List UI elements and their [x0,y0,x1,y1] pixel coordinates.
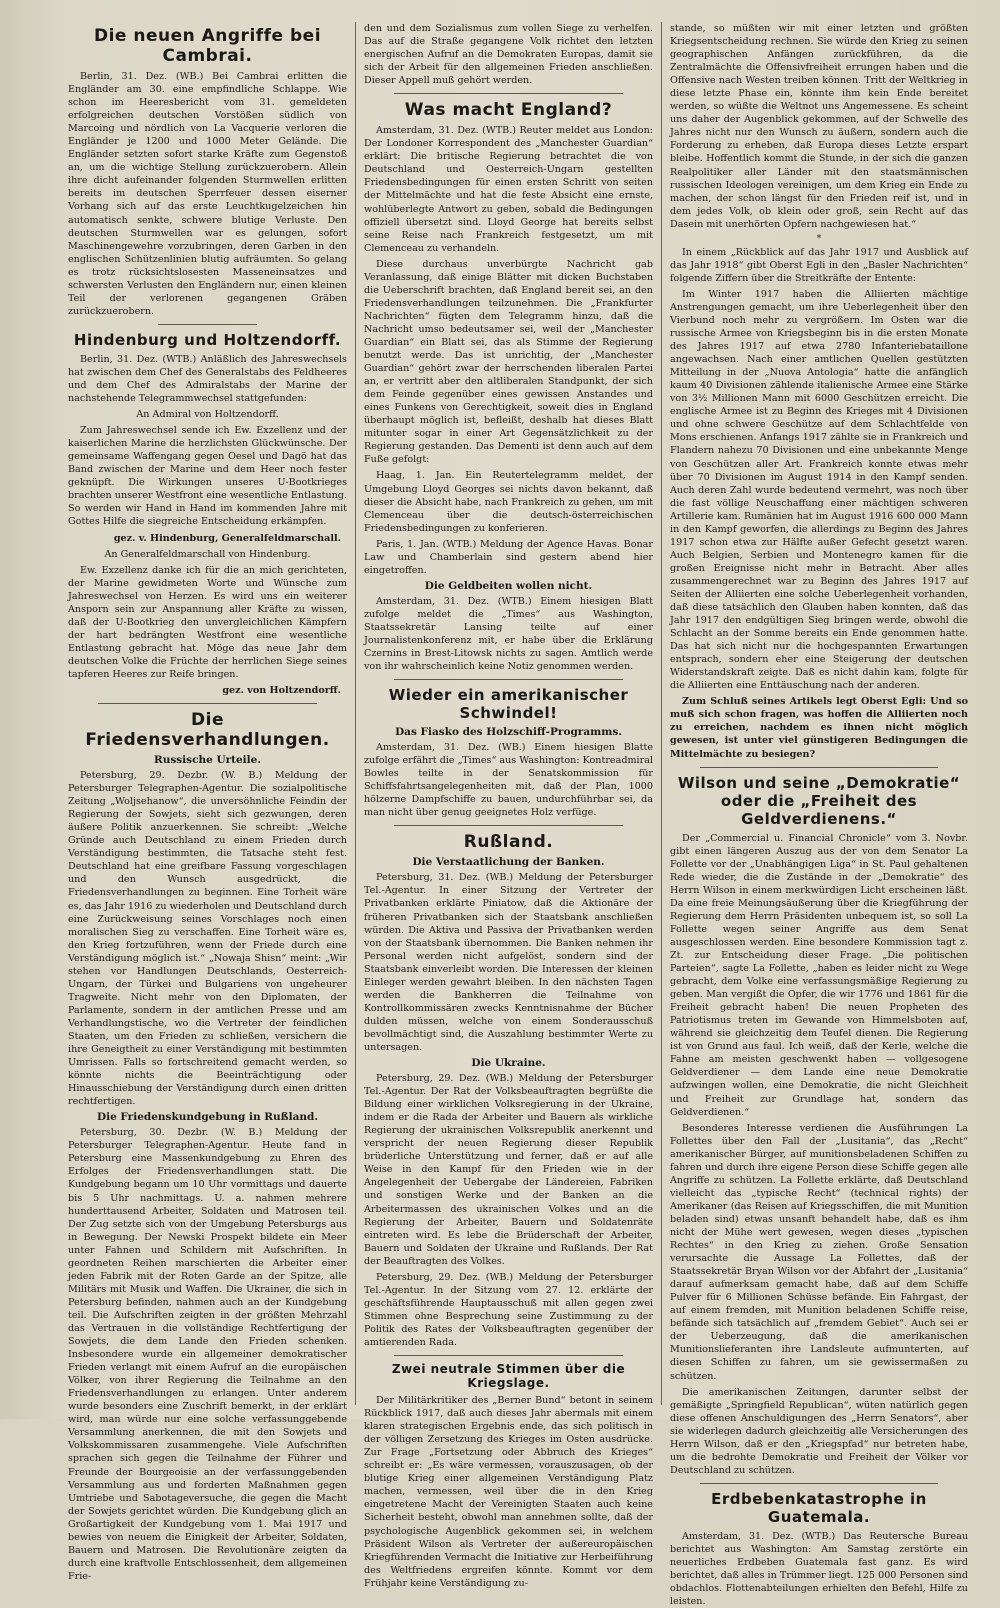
column-middle [356,22,662,1589]
divider [700,767,938,768]
hindenburg-address-1: An Admiral von Holtzendorff. [136,409,279,421]
article-guatemala-text: Amsterdam, 31. Dez. (WTB.) Das Reutersche Bureau berichtet aus Washington: Am Samstag zerstörte ein neuerliches Erdbeben Guatemala fast ganz. Es wird berichtet, daß alles in Trümmer liegt. 125 000 Personen sind obdachlos. Flottenabteilungen erhielten den Befehl, Hilfe zu leisten. [670,1530,968,1608]
headline-hindenburg: Hindenburg und Holtzendorff. [73,330,342,349]
subheading-friedenskundgebung: Die Friedenskundgebung in Rußland. [96,1111,319,1124]
hindenburg-address-2: An Generalfeldmarschall von Hindenburg. [104,548,311,560]
article-russische-urteile-text: Petersburg, 29. Dezbr. (W. B.) Meldung der Petersburger Telegraphen-Agentur. Die sozialpolitische Zeitung „Woljsehanow“, die unversöhnliche Feindin der Regierung der Sowjets, sieht sich gezwungen, deren äußere Politik anzuerkennen. Sie schreibt: „Welche Gründe auch Deutschland zu einem Frieden durch Verständigung bestimmten, die Tatsache steht fest. Deutschland hat eine greifbare Fassung vorgeschlagen und den Wunsch ausgedrückt, die Friedensverhandlungen zu beginnen. Eine Torheit wäre es, das Jahr 1916 zu wiederholen und Deutschland durch eine Zurückweisung seines Vorschlages noch einen moralischen Sieg zu verschaffen. Eine Torheit wäre es, den Krieg fortzuführen, wenn der Friede durch eine Verständigung möglich ist.“ „Nowaja Shisn“ meint: „Wir stehen vor Handlungen Deutschlands, Oesterreich-Ungarn, der Türkei und Bulgariens von ungeheurer Tragweite. Nicht mehr von den Diplomaten, der Parlamente, sondern in der amtlichen Presse und am Verhandlungstische, wo die Vertreter der feindlichen Staaten, um den Frieden zu schließen, versichern die ihre Geneigtheit zu einer Verständigung mit bestimmten Umrissen. Falls so fortschreitend gemacht werden, so könnte nichts die Beeinträchtigung oder Hinausschiebung der Verständigung durch einen dritten rechtfertigen. [68,770,347,1108]
column-right [662,22,976,1608]
divider [98,703,317,704]
holtzendorff-telegram: Ew. Exzellenz danke ich für die an mich gerichteten, der Marine gewidmeten Worte und Wünsche zum Jahreswechsel von Herzen. Es wird uns ein weiterer Ansporn sein zur Anspannung aller Kräfte zu wissen, daß der U-Bootkrieg den unvergleichlichen Kämpfern der hart bedrängten Westfront eine wesentliche Entlastung gebracht hat. Möge das neue Jahr dem deutschen Volke die Früchte der herrlichen Siege seines tapferen Heeres zur Reife bringen. [68,564,347,680]
article-wilson-text-1: Der „Commercial u. Financial Chronicle“ vom 3. Novbr. gibt einen längeren Auszug aus der von dem Senator La Follette vor der „Unabhängigen Liga“ in St. Paul gehaltenen Rede wieder, die die Zustände in der „Demokratie“ des Herrn Wilson in einem merkwürdigen Licht erscheinen läßt. Da eine freie Meinungsäußerung über die Kriegführung der Regierung dem Herrn Präsidenten unbequem ist, so soll La Follette wegen seiner Angriffe aus dem Senat ausgeschlossen werden. Eine besondere Kommission tagt z. Zt. zur Entscheidung dieser Frage. „Die politischen Parteien“, sagte La Follette, „haben es leider nicht zu Wege gebracht, dem Volke eine verfassungsmäßige Regierung zu geben. Man vergißt die Opfer, die wir 1776 und 1861 für die Freiheit gebracht haben! Die neuen Propheten des Patriotismus treten im Gewande von Himmelsboten auf, während sie gleichzeitig dem Teufel dienen. Die Regierung ist von Grund aus faul. Ich weiß, daß der Kerle, welche die Fahne am meisten geschwenkt haben — vollgesogene Geldverdiener — dem Lande eine neue Demokratie aufzwingen wollen, eine Demokratie, die nicht Gleichheit und Freiheit zur Grundlage hat, sondern das Geldverdienen.“ [670,832,968,1118]
england-comment: Diese durchaus unverbürgte Nachricht gab Veranlassung, daß einige Blätter mit dicken Buchstaben die Ueberschrift brachten, daß England bereit sei, an den Friedensverhandlungen teilzunehmen. Die „Frankfurter Nachrichten“ fügten dem Telegramm hinzu, daß die Nachricht umso bedeutsamer sei, weil der „Manchester Guardian“ ein Blatt sei, das als Stimme der Regierung benutzt werde. Das ist unrichtig, der „Manchester Guardian“ gehört zwar der herrschenden liberalen Partei an, er vertritt aber den altliberalen Standpunkt, der sich dem Feinde gegenüber eines gewissen Anstandes und eines Funkens von Gerechtigkeit, soweit dies in England überhaupt möglich ist, befleißt, deshalb hat dieses Blatt mitunter sogar in einer Art Gegensätzlichkeit zu der Regierung gestanden. Das Dementi ist denn auch auf dem Fuße gefolgt: [364,258,653,466]
egli-intro: In einem „Rückblick auf das Jahr 1917 und Ausblick auf das Jahr 1918“ gibt Oberst Egli in den „Basler Nachrichten“ folgende Ziffern über die Streitkräfte der Entente: [670,246,968,284]
headline-russland: Rußland. [463,832,554,853]
continued-text: stande, so müßten wir mit einer letzten und größten Kriegsentscheidung rechnen. Sie würde den Krieg zu seinen geographischen Anfängen zurückführen, da die Zentralmächte die Offensivfreiheit errungen haben und die Offensive nach Westen treiben können. Tritt der Weltkrieg in diese letzte Phase ein, könnte ihm kein Ende bereitet werden, so wüßte die Weltnot uns Angemessene. Es scheint uns daher der Augenblick gekommen, auf der Schwelle des Jahres nicht nur den Wunsch zu äußern, sondern auch die Forderung zu erheben, daß Europa dieses Letzte erspart bleibe. Hoffentlich kommt die Stunde, in der sich die ganzen Realpolitiker aller Länder mit den staatsmännischen russischen Ideologen vereinigen, um dem Krieg ein Ende zu machen, der schon längst für den Frieden reif ist, und in dem jedes Volk, ob klein oder groß, sein Recht auf das Dasein mit unerhörten Opfern nachgewiesen hat.“ [670,23,968,230]
headline-cambrai: Die neuen Angriffe bei Cambrai. [93,26,322,66]
article-neutrale-stimmen-text: Der Militärkritiker des „Berner Bund“ betont in seinem Rückblick 1917, daß auch dieses Jahr abermals mit einem klaren strategischen Ergebnis ende, das sich politisch in der völligen Zersetzung des Krieges im Osten ausdrücke. Zur Frage „Fortsetzung oder Abbruch des Krieges“ schreibt er: „Es wäre vermessen, vorauszusagen, ob der blutige Krieg einer allgemeinen Verständigung Platz machen, vermessen, weil über die in den Krieg eingetretene Macht der Vereinigten Staaten auch keine Sicherheit besteht, obwohl man annehmen sollte, daß der psychologische Augenblick gekommen sei, in welchem Präsident Wilson als Vertreter der außereuropäischen Kriegführenden Vermacht die Initiative zur Herbeiführung des Weltfriedens ergreifen könnte. Kommt vor dem Frühjahr keine Verständigung zu- [364,1395,653,1589]
england-amsterdam: Amsterdam, 31. Dez. (WTB.) Einem hiesigen Blatt zufolge meldet die „Times“ aus Washington, Staatssekretär Lansing teilte auf einer Journalistenkonferenz mit, er habe über die Erklärung Czernins in Brest-Litowsk nichts zu sagen. Amtlich werde von ihr wahrscheinlich keine Notiz genommen werden. [364,595,653,673]
hindenburg-intro: Berlin, 31. Dez. (WTB.) Anläßlich des Jahreswechsels hat zwischen dem Chef des Generalstabs des Feldheeres und dem Chef des Admiralstabs der Marine der nachstehende Telegrammwechsel stattgefunden: [68,353,347,405]
continued-text: den und dem Sozialismus zum vollen Siege zu verhelfen. Das auf die Straße gegangene Volk richtet den letzten energischen Aufruf an die Demokraten Europas, damit sie sich der Arbeit für den allgemeinen Frieden anschließen. Dieser Appell muß gehört werden. [364,23,653,87]
article-friedenskundgebung-text: Petersburg, 30. Dezbr. (W. B.) Meldung der Petersburger Telegraphen-Agentur. Heute fand in Petersburg eine Massenkundgebung zu Ehren des Erfolges der Friedensverhandlungen statt. Die Kundgebung begann um 10 Uhr vormittags und dauerte bis 5 Uhr nachmittags. U. a. nahmen mehrere hunderttausend Arbeiter, Soldaten und Matrosen teil. Der Zug setzte sich von der Umgebung Petersburgs aus in Bewegung. Der Newski Prospekt bildete ein Meer unter Fahnen und Schildern mit Aufschriften. In geordneten Reihen marschierten die Arbeiter einer jeden Fabrik mit der Roten Garde an der Spitze, alle Militärs mit Musik und Waffen. Die Ukrainer, die sich in Petersburg befinden, nahmen auch an der Kundgebung teil. Die Aufschriften zeigten in der größten Mehrzahl das Vertrauen in die vollständige Rechtfertigung der Sowjets, die dem Lande den Frieden schenken. Insbesondere wurde ein allgemeiner demokratischer Frieden verlangt mit einem Aufruf an die europäischen Völker, von ihrer Regierung die Teilnahme an den Friedensverhandlungen zu erlangen. Unter anderem wurde besonders eine Zuschrift bemerkt, in der erklärt wird, man würde nur eine solche verfassunggebende Versammlung anerkennen, die mit den Sowjets und Volkskommissaren zusammengehe. Viele Aufschriften sprachen sich gegen die Teilnahme der Führer und Freunde der Bourgeoisie an der verfassunggebenden Versammlung aus und forderten Maßnahmen gegen Umtriebe und Sabotageversuche, die gegen die Macht der Sowjets gerichtet würden. Die Kundgebung glich an Großartigkeit der Kundgebung vom 1. Mai 1917 und bewies von neuem die Einigkeit der Arbeiter, Soldaten, Bauern und Matrosen. Die Revolutionäre zeigten da durch eine kraftvolle Entschlossenheit, dem allgemeinen Frie- [68,1127,347,1582]
headline-friedensverhandlungen: Die Friedensverhandlungen. [85,710,330,751]
column-left [60,22,356,1582]
subheading-russische-urteile: Russische Urteile. [154,754,261,767]
article-cambrai-text: Berlin, 31. Dez. (WB.) Bei Cambrai erlitten die Engländer am 30. eine empfindliche Schlappe. Wie schon im Heeresbericht vom 31. gemeldeten erfolgreichen deutschen Vorstößen südlich von Marcoing und nördlich von La Vacquerie verloren die Engländer je 1200 und 1000 Meter Gelände. Die Engländer setzten sofort starke Kräfte zum Gegenstoß an, um die wichtige Stellung zurückzuerobern. Allein ihre dicht aufeinander folgenden Sturmwellen erlitten bereits im deutschen Sperrfeuer dessen eiserner Vorhang sich auf das erste Leuchtkugelzeichen hin automatisch senkte, schwere blutige Verluste. Den deutschen Sturmwellen war es gelungen, sofort Maschinengewehre vorzubringen, deren Garben in den englischen Schützenlinien blutig aufräumten. So gelang es trotz rücksichtslosesten Masseneinsatzes und schwersten Verlusten den Engländern nur, einen kleinen Teil der verlorenen gegangenen Gräben zurückzuerobern. [68,71,347,317]
column-container [60,22,976,1608]
headline-guatemala: Erdbebenkatastrophe in Guatemala. [711,1489,927,1526]
article-ukraine-text-2: Petersburg, 29. Dez. (WB.) Meldung der Petersburger Tel.-Agentur. In der Sitzung vom 27. 12. erklärte der geschäftsführende Hauptausschuß mit allen gegen zwei Stimmen ohne Besprechung seine Zustimmung zu der Politik des Rates der Volksbeauftragten gegenüber der amtierenden Rada. [364,1271,653,1348]
divider [158,324,257,325]
england-paris: Paris, 1. Jan. (WTB.) Meldung der Agence Havas. Bonar Law und Chamberlain sind gestern abend hier eingetroffen. [364,538,653,576]
article-wilson-text-2: Besonderes Interesse verdienen die Ausführungen La Follettes über den Fall der „Lusitania“, das „Recht“ amerikanischer Bürger, auf munitionsbeladenen Schiffen zu fahren und durch ihre eigene Person diese Schiffe gegen alle Angriffe zu schützen. La Follette erklärte, daß Deutschland vielleicht das „typische Recht“ (technical rights) der Amerikaner (das Reisen auf Kriegsschiffen, die mit Munition beladen sind) etwas unsanft behandelt habe, daß es ihm nicht der Mühe wert gewesen, wegen dieses „typischen Rechtes“ in den Krieg zu ziehen. Große Sensation verursachte die Aussage La Follettes, daß der Staatssekretär Bryan Wilson vor der Abfahrt der „Lusitania“ darauf aufmerksam gemacht habe, daß auf dem Schiffe Pulver für 6 Millionen Schüsse befände. Ein Fahrgast, der auf einem fremden, mit Munition beladenen Schiffe reise, befände sich tatsächlich auf „fremdem Gebiet“. Auch sei er der Ueberzeugung, daß die amerikanischen Munitionslieferanten ihre Landsleute aufmunterten, auf diesen Schiffen zu fahren, um sie gewissermaßen zu schützen. [670,1122,968,1382]
article-ukraine-text-1: Petersburg, 29. Dez. (WB.) Meldung der Petersburger Tel.-Agentur. Der Rat der Volksbeauftragten begrüßte die Bildung einer wirklichen Volksregierung in der Ukraine, indem er die Rada der Arbeiter und Bauern als wirkliche Regierung der ukrainischen Volksrepublik anerkennt und verspricht der neuen Regierung dieser Republik brüderliche Unterstützung und ferner, daß er auf alle Weise in den Kampf für den Frieden wie in der Angelegenheit der Uebergabe der Ländereien, Fabriken und sonstigen Werke und der Banken an die Arbeitermassen des ukrainischen Volkes und an die Regierung der Arbeiter, Bauern und Soldatenräte eintreten wird. Es lebe die Brüderschaft der Arbeiter, Bauern und Soldaten der Ukraine und Rußlands. Der Rat der Beauftragten des Volkes. [364,1073,653,1267]
egli-conclusion: Zum Schluß seines Artikels legt Oberst Egli: Und so muß sich schon fragen, was hoffen die Alliierten noch zu erreichen, nachdem es ihnen nicht möglich gewesen, ist unter viel günstigeren Bedingungen die Mittelmächte zu besiegen? [670,696,968,760]
england-reuter: Amsterdam, 31. Dez. (WTB.) Reuter meldet aus London: Der Londoner Korrespondent des „Manchester Guardian“ erklärt: Die britische Regierung betrachtet die von Deutschland und Oesterreich-Ungarn gestellten Friedensbedingungen für einen ersten Schritt von seiten der Mittelmächte und hat die feste Absicht eine ernste, wohlüberlegte Antwort zu geben, sobald die Bedingungen offiziell übersetzt sind. Lloyd George hat bereits selbst seine Reise nach Frankreich festgesetzt, um mit Clemenceau zu verhandeln. [364,125,653,254]
article-banken-text: Petersburg, 31. Dez. (WB.) Meldung der Petersburger Tel.-Agentur. In einer Sitzung der Vertreter der Privatbanken erklärte Piniatow, daß die Aktionäre der früheren Privatbanken sich der Staatsbank anschließen würden. Die Aktiva und Passiva der Privatbanken werden von der Staatsbank übernommen. Die Banken nehmen ihr Personal werden nicht aufgelöst, sondern sind der Staatsbank einverleibt worden. Die Interessen der kleinen Einleger werden gewahrt bleiben. In den nächsten Tagen werden die Bankherren die Teilnahme von Kontrollkommissären zwecks Kenntnisnahme der Bücher dulden müssen, welche von einem Sonderausschuß bevollmächtigt sind, die Auszahlung bestimmter Werte zu untersagen. [364,872,653,1053]
divider [394,1355,623,1356]
subheading-holzschiff: Das Fiasko des Holzschiff-Programms. [395,726,622,739]
headline-wilson: Wilson und seine „Demokratie“ oder die „Freiheit des Geldverdienens.“ [677,773,961,828]
separator-star: * [816,233,822,244]
subheading-ukraine: Die Ukraine. [471,1057,546,1070]
article-wilson-text-3: Die amerikanischen Zeitungen, darunter selbst der gemäßigte „Springfield Republican“, wüten natürlich gegen diese offenen Anschuldigungen des „Herrn Senators“, aber sie widerlegen dadurch gleichzeitig alle Versicherungen des Herrn Wilson, daß er den „Kriegspfad“ nur betreten habe, um die bedrohte Demokratie und Freiheit der Völker vor Deutschland zu schützen. [670,1386,968,1476]
headline-neutrale-stimmen: Zwei neutrale Stimmen über die Kriegslage. [391,1362,626,1391]
subheading-geldbeiten: Die Geldbeiten wollen nicht. [424,579,593,592]
hindenburg-telegram: Zum Jahreswechsel sende ich Ew. Exzellenz und der kaiserlichen Marine die herzlichsten Glückwünsche. Der gemeinsame Waffengang gegen Oesel und Dagö hat das Band zwischen der Marine und dem Heer noch fester geknüpft. Die Wirkungen unseres U-Bootkrieges brachten unserer Westfront eine wesentliche Entlastung. So werden wir Hand in Hand im kommenden Jahre mit Gottes Hilfe die siegreiche Entscheidung erkämpfen. [68,425,347,528]
signature-holtzendorff: gez. von Holtzendorff. [222,685,341,697]
headline-england: Was macht England? [404,100,613,121]
divider [394,825,623,826]
headline-schwindel: Wieder ein amerikanischer Schwindel! [388,686,629,723]
signature-hindenburg: gez. v. Hindenburg, Generalfeldmarschall. [113,532,341,544]
article-holzschiff-text: Amsterdam, 31. Dez. (WB.) Einem hiesigen Blatte zufolge erfährt die „Times“ aus Washington: Kontreadmiral Bowles teilte in der Senatskommission für Schiffsfahrtsangelegenheiten mit, daß der Plan, 1000 hölzerne Dampfschiffe zu bauen, undurchführbar sei, da man nicht über genug geeignetes Holz verfüge. [364,742,653,819]
divider [700,1483,938,1484]
egli-text: Im Winter 1917 haben die Alliierten mächtige Anstrengungen gemacht, um ihre Ueberlegenheit über den Vierbund noch mehr zu vergrößern. Im Osten war die russische Armee von Kriegsbeginn bis in die ersten Monate des Jahres 1917 auf etwa 2780 Infanteriebataillone angewachsen. Nach einer amtlichen Quellen gestützten Mitteilung in der „Nuova Antologia“ hatte die anfänglich kaum 40 Divisionen zählende italienische Armee eine Stärke von 3½ Millionen Mann mit 6000 Geschützen erreicht. Die englische Armee ist zu Beginn des Krieges mit 4 Divisionen und ohne schwere Geschütze auf dem Schlachtfelde von Mons erschienen. Anfangs 1917 zählte sie in Frankreich und Flandern nahezu 70 Divisionen und eine unbekannte Menge von Geschützen aller Art. Frankreich konnte etwas mehr über 70 Divisionen im August 1914 in den Kampf senden. Auch deren Zahl wurde bedeutend vermehrt, was noch über die fast völlige Neuschaffung einer mächtigen schweren Artillerie kam. Rumänien hat im August 1916 600 000 Mann in den Kampf geworfen, die allerdings zu Beginn des Jahres 1917 schon etwa zur Hälfte außer Gefecht gesetzt waren. Auch Belgien, Serbien und Montenegro kamen für die großen Ereignisse nicht mehr in Betracht. Aber alles zusammengerechnet war zu Beginn des Jahres 1917 auf Seiten der Alliierten eine solche Ueberlegenheit vorhanden, daß diese tatsächlich den Glauben haben konnten, daß das Jahr 1917 den endgültigen Sieg bringen werde, obwohl die Schlacht an der Somme bereits ein Ende genommen hatte. Das hat sich nicht nur die hochgespannten Erwartungen entsprach, sondern eher eine Steigerung der deutschen Widerstandskraft zeigte. Daß es nicht dahin kam, folgte für die Alliierten eine Enttäuschung nach der anderen. [670,288,968,692]
divider [394,679,623,680]
subheading-banken: Die Verstaatlichung der Banken. [412,856,605,869]
england-haag: Haag, 1. Jan. Ein Reutertelegramm meldet, der Umgebung Lloyd Georges sei nichts davon bekannt, daß dieser die Absicht habe, nach Frankreich zu gehen, um mit Clemenceau über die deutsch-österreichischen Friedensbedingungen zu konferieren. [364,470,653,534]
divider [394,93,623,94]
